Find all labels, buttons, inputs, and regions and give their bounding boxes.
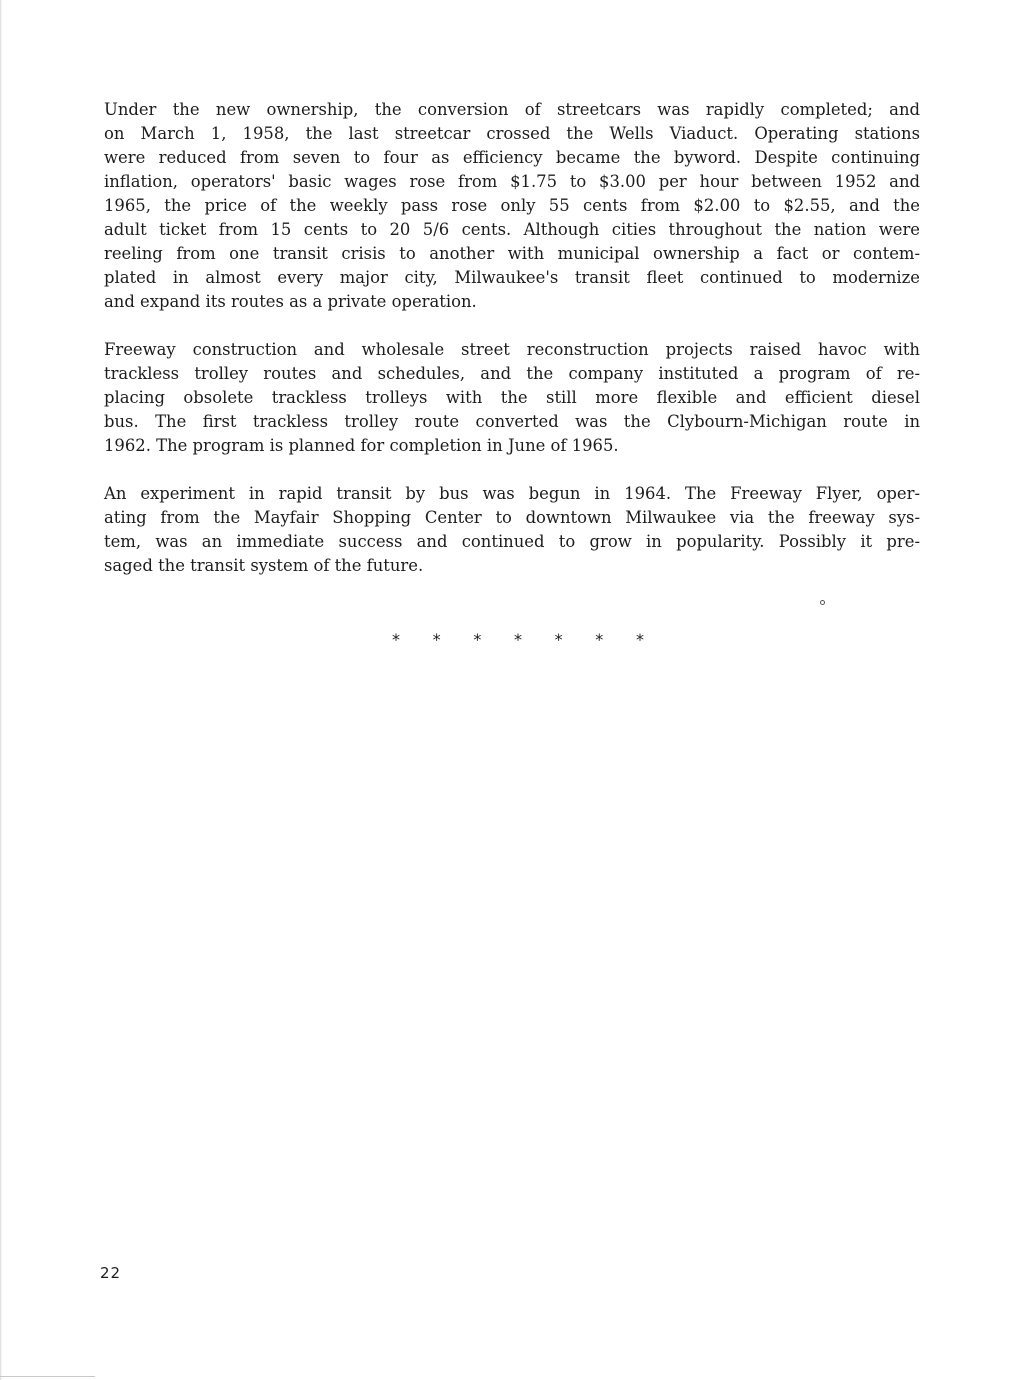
asterisk: *	[473, 630, 482, 649]
text-line: Freeway construction and wholesale street reconstruction projects raised havoc with	[104, 340, 920, 359]
text-line: adult ticket from 15 cents to 20 5/6 cents. Although cities throughout the nation were	[104, 220, 920, 239]
page-number: 22	[100, 1264, 122, 1282]
text-line: saged the transit system of the future.	[104, 556, 424, 575]
asterisk: *	[392, 630, 400, 649]
text-line: 1965, the price of the weekly pass rose only 55 cents from $2.00 to $2.55, and the	[104, 196, 920, 215]
paragraph-freeway-flyer	[104, 482, 920, 578]
section-separator	[392, 630, 644, 649]
text-line: trackless trolley routes and schedules, and the company instituted a program of re-	[104, 364, 920, 383]
text-line: inflation, operators' basic wages rose from $1.75 to $3.00 per hour between 1952 and	[104, 172, 920, 191]
scan-bottom-rule	[0, 1376, 95, 1377]
text-line: and expand its routes as a private operation.	[104, 292, 477, 311]
text-line: placing obsolete trackless trolleys with the still more flexible and efficient diesel	[104, 388, 920, 407]
body-text	[104, 98, 920, 602]
text-line: on March 1, 1958, the last streetcar crossed the Wells Viaduct. Operating stations	[104, 124, 920, 143]
scan-speck	[820, 600, 825, 605]
asterisk: *	[554, 630, 563, 649]
asterisk: *	[513, 630, 522, 649]
asterisk: *	[635, 630, 644, 649]
paragraph-ownership	[104, 98, 920, 314]
text-line: ating from the Mayfair Shopping Center to downtown Milwaukee via the freeway sys-	[104, 508, 920, 527]
text-line: were reduced from seven to four as efficiency became the byword. Despite continuing	[104, 148, 920, 167]
text-line: An experiment in rapid transit by bus was begun in 1964. The Freeway Flyer, oper-	[104, 484, 920, 503]
paragraph-freeway-construction	[104, 338, 920, 458]
asterisk: *	[595, 630, 604, 649]
scan-left-edge	[0, 0, 2, 1380]
text-line: plated in almost every major city, Milwaukee's transit fleet continued to modernize	[104, 268, 920, 287]
text-line: Under the new ownership, the conversion of streetcars was rapidly completed; and	[104, 100, 920, 119]
text-line: bus. The first trackless trolley route converted was the Clybourn-Michigan route in	[104, 412, 920, 431]
asterisk: *	[432, 630, 441, 649]
text-line: tem, was an immediate success and continued to grow in popularity. Possibly it pre-	[104, 532, 920, 551]
text-line: 1962. The program is planned for completion in June of 1965.	[104, 436, 619, 455]
text-line: reeling from one transit crisis to another with municipal ownership a fact or contem-	[104, 244, 920, 263]
